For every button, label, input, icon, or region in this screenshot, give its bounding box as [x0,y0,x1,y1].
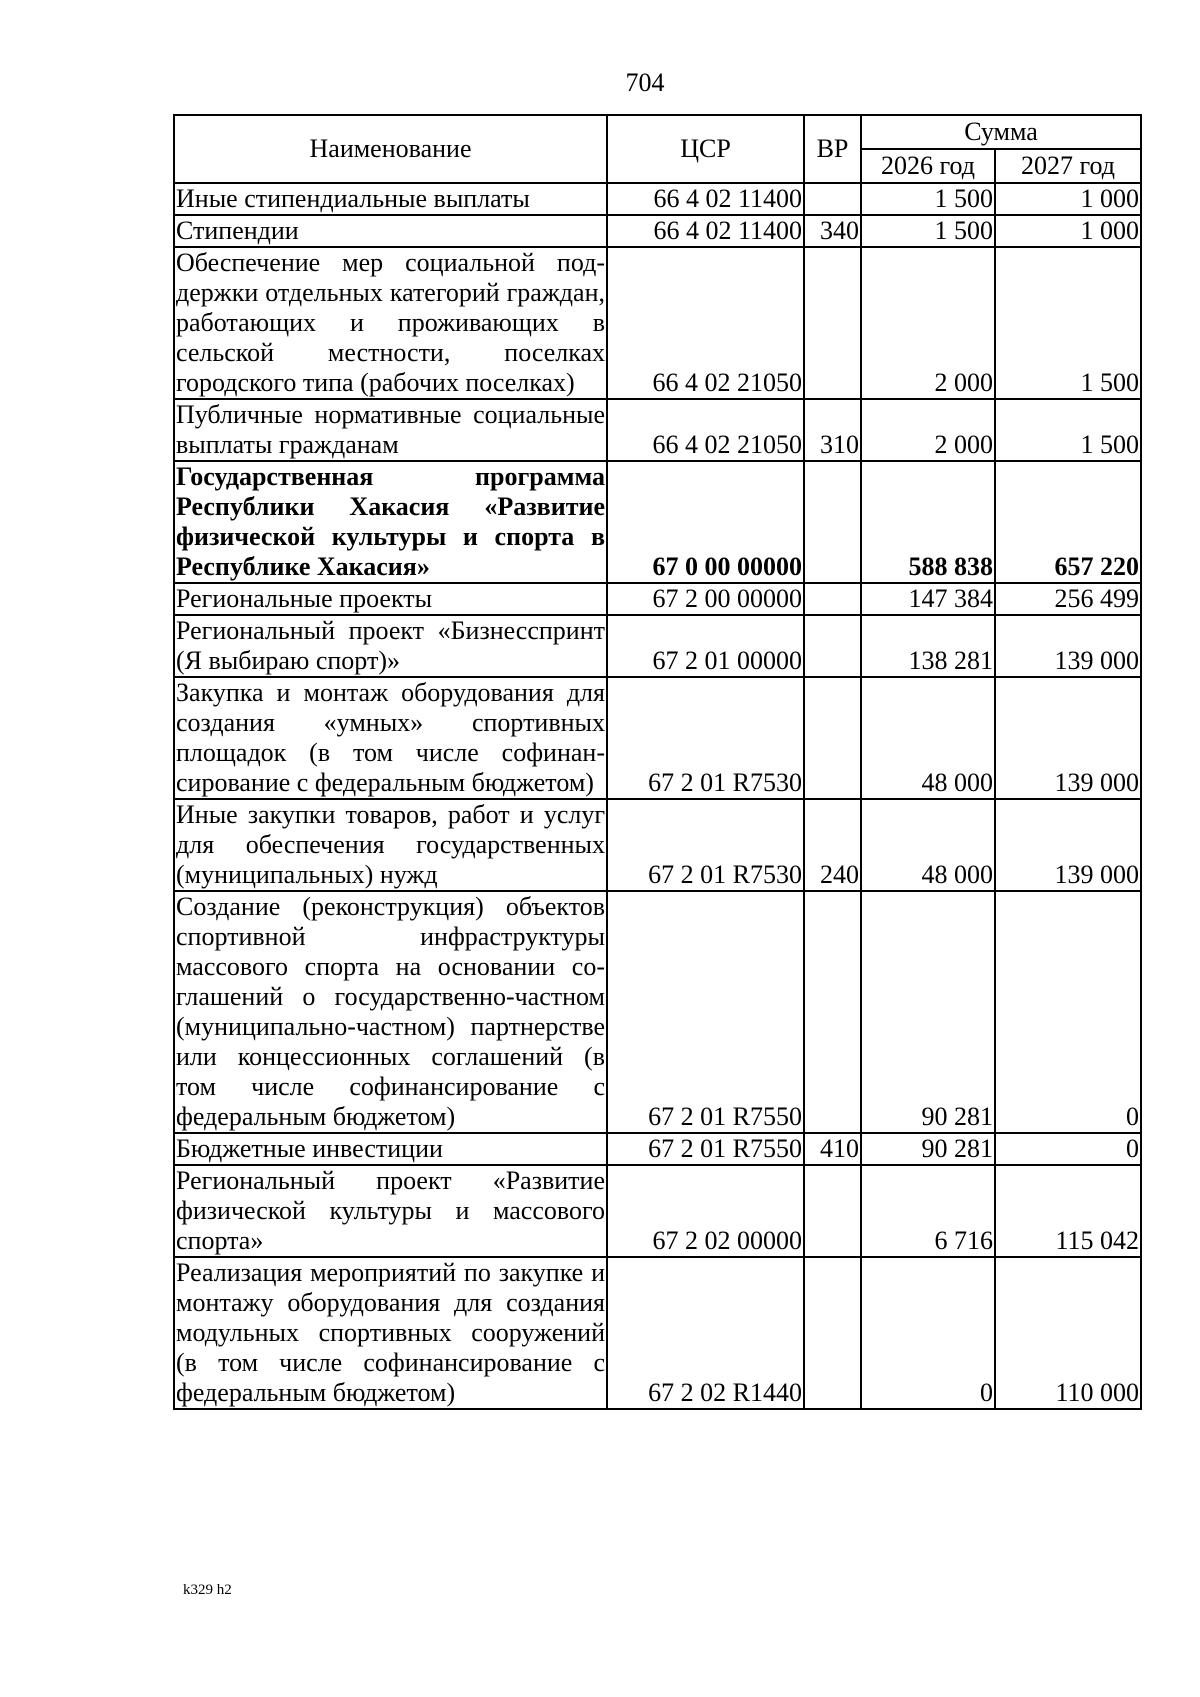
table-row [174,1257,1141,1409]
row-sum-2027: 0 [995,1133,1141,1165]
row-vr: 340 [804,215,861,247]
table-row [174,677,1141,799]
row-sum-2027: 139 000 [995,677,1141,799]
header-sum: Сумма [861,115,1141,149]
row-vr: 410 [804,1133,861,1165]
row-vr [804,583,861,615]
row-sum-2027: 110 000 [995,1257,1141,1409]
budget-table [173,114,1142,1410]
table-row [174,891,1141,1133]
row-csr: 67 2 00 00000 [607,583,804,615]
header-vr: ВР [804,115,861,183]
row-name: Стипендии [174,215,607,247]
table-row [174,1133,1141,1165]
header-year-2027: 2027 год [995,149,1141,183]
table-row [174,183,1141,215]
row-sum-2026: 0 [861,1257,995,1409]
row-vr [804,183,861,215]
row-sum-2026: 2 000 [861,399,995,461]
row-csr: 67 2 01 R7550 [607,891,804,1133]
table-row [174,799,1141,891]
row-name: Региональные проекты [174,583,607,615]
header-year-2026: 2026 год [861,149,995,183]
row-name: Реализация мероприятий по закупке и монтажу оборудования для создания модульных спортивных сооружений (в том числе софинансирование с федеральным бюджетом) [176,1258,605,1407]
row-sum-2027: 1 000 [995,215,1141,247]
row-sum-2026: 2 000 [861,247,995,399]
table-row-program [174,461,1141,583]
row-csr: 67 2 01 R7550 [607,1133,804,1165]
row-csr: 67 2 02 R1440 [607,1257,804,1409]
row-sum-2027: 1 500 [995,399,1141,461]
row-sum-2026: 588 838 [861,461,995,583]
header-name: Наименование [174,115,607,183]
row-name: Иные стипендиальные выплаты [174,183,607,215]
row-name: Региональный проект «Развитие физической культуры и массового спорта» [176,1166,605,1255]
table-row [174,215,1141,247]
row-csr: 67 0 00 00000 [607,461,804,583]
table-header [174,115,1141,183]
row-csr: 67 2 01 R7530 [607,799,804,891]
row-vr [804,677,861,799]
row-vr: 240 [804,799,861,891]
row-sum-2026: 138 281 [861,615,995,677]
row-sum-2027: 139 000 [995,799,1141,891]
row-vr: 310 [804,399,861,461]
row-csr: 67 2 01 00000 [607,615,804,677]
row-csr: 67 2 01 R7530 [607,677,804,799]
table-row [174,583,1141,615]
row-sum-2027: 256 499 [995,583,1141,615]
table-row [174,615,1141,677]
row-vr [804,461,861,583]
row-sum-2027: 139 000 [995,615,1141,677]
row-csr: 66 4 02 21050 [607,399,804,461]
row-sum-2026: 1 500 [861,183,995,215]
row-sum-2027: 657 220 [995,461,1141,583]
row-name: Создание (реконструкция) объектов спортивной инфраструктуры массового спорта на основании соглашений о государственно-частном (муниципально-частном) партнерстве или концессионных соглашений (в том числе софинансирование с федеральным бюджетом) [176,892,605,1131]
row-sum-2027: 1 500 [995,247,1141,399]
row-sum-2026: 147 384 [861,583,995,615]
row-sum-2027: 115 042 [995,1165,1141,1257]
row-name: Бюджетные инвестиции [174,1133,607,1165]
table-row [174,247,1141,399]
header-csr: ЦСР [607,115,804,183]
row-sum-2026: 90 281 [861,891,995,1133]
row-vr [804,615,861,677]
row-sum-2026: 1 500 [861,215,995,247]
table-row [174,399,1141,461]
row-sum-2026: 90 281 [861,1133,995,1165]
page-number: 704 [625,68,665,97]
row-csr: 66 4 02 11400 [607,183,804,215]
row-csr: 67 2 02 00000 [607,1165,804,1257]
row-csr: 66 4 02 21050 [607,247,804,399]
table-row [174,1165,1141,1257]
row-name: Публичные нормативные социальные выплаты гражданам [176,400,605,459]
row-vr [804,1165,861,1257]
row-name: Государственная программа Республики Хакасия «Развитие физической культуры и спорта в Республике Хакасия» [176,462,605,581]
row-csr: 66 4 02 11400 [607,215,804,247]
table-body [174,183,1141,1409]
row-name: Региональный проект «Бизнесспринт (Я выбираю спорт)» [176,616,605,675]
row-sum-2026: 48 000 [861,677,995,799]
row-vr [804,1257,861,1409]
row-sum-2027: 0 [995,891,1141,1133]
row-name: Иные закупки товаров, работ и услуг для обеспечения государственных (муниципальных) нужд [176,800,605,889]
row-vr [804,247,861,399]
row-vr [804,891,861,1133]
row-name: Обеспечение мер социальной поддержки отдельных категорий граждан, работающих и проживающих в сельской местности, поселках городского типа (рабочих поселках) [176,248,605,397]
row-sum-2027: 1 000 [995,183,1141,215]
row-sum-2026: 6 716 [861,1165,995,1257]
row-name: Закупка и монтаж оборудования для создания «умных» спортивных площадок (в том числе софинансирование с федеральным бюджетом) [176,678,605,797]
footer-code: k329 h2 [183,1582,232,1598]
row-sum-2026: 48 000 [861,799,995,891]
